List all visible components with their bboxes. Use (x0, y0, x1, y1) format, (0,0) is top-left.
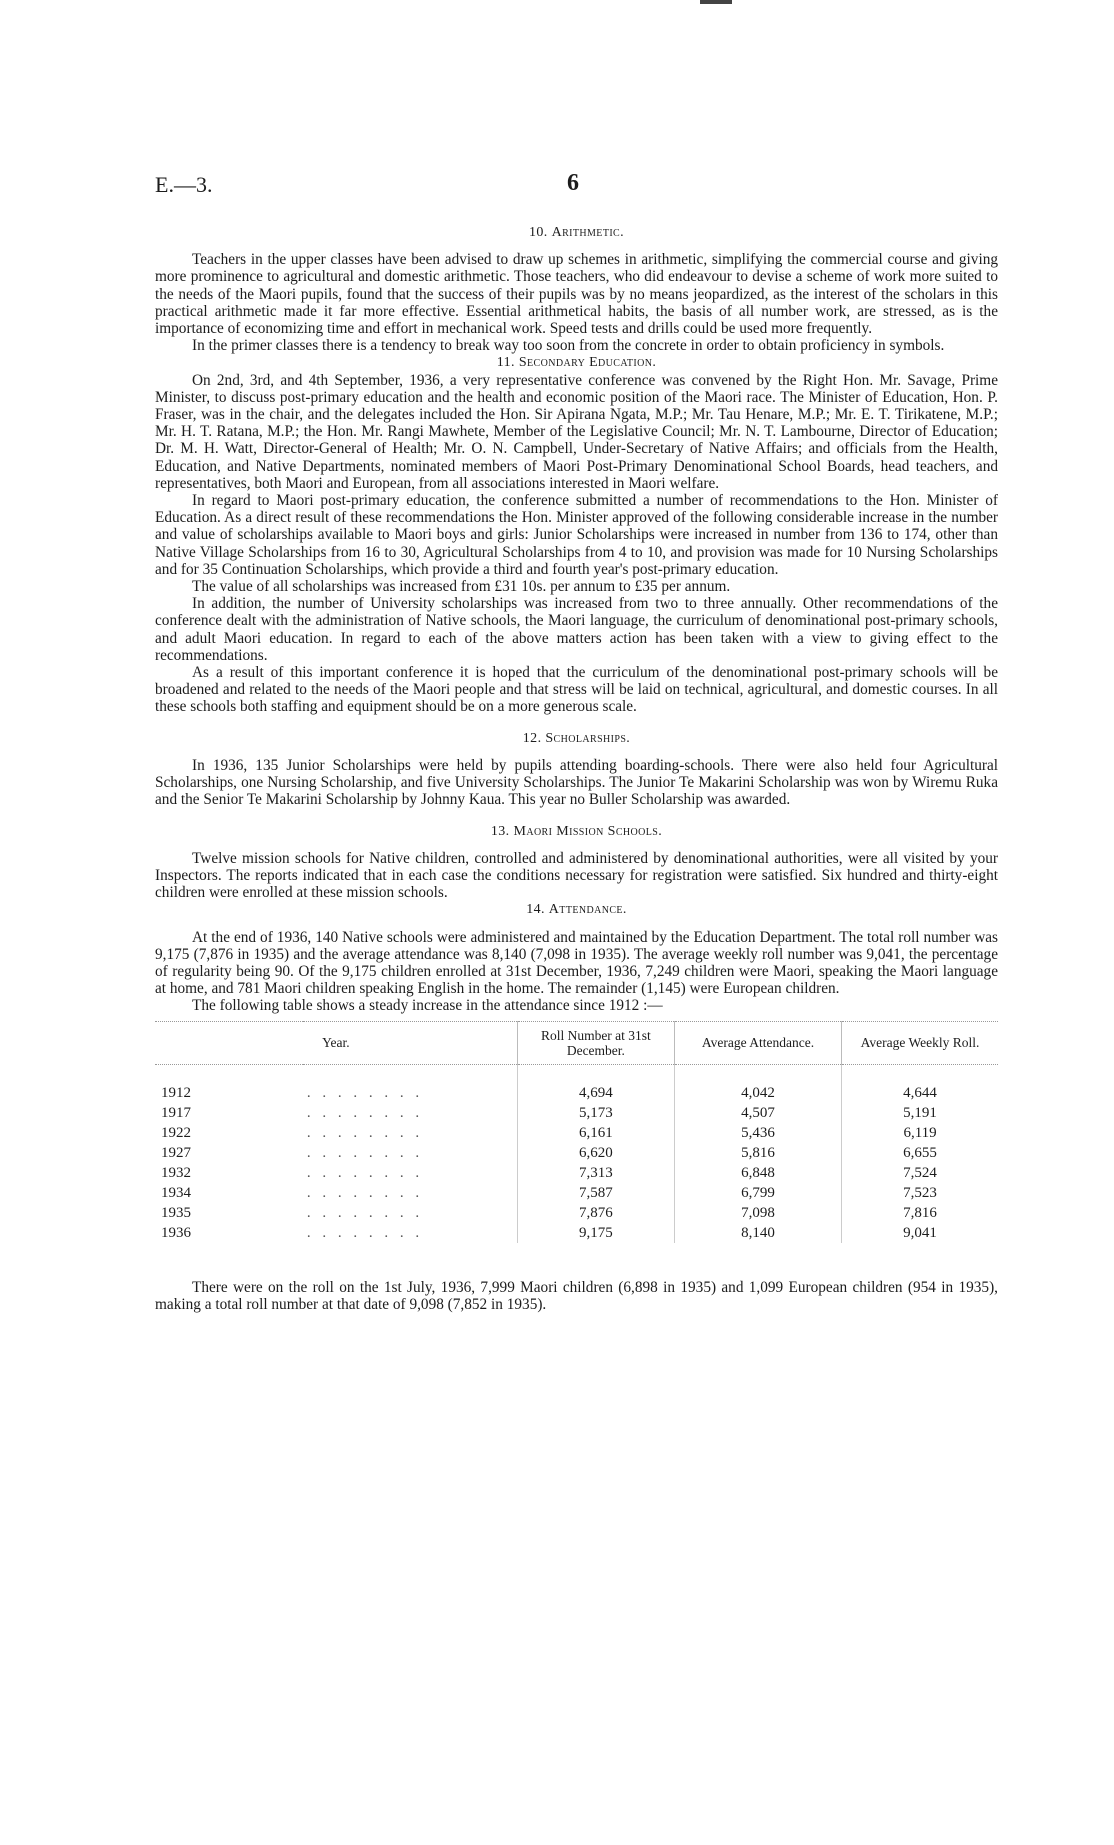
paragraph: On 2nd, 3rd, and 4th September, 1936, a very representative conference was convened by the Right Hon. Mr. Savage, Prime Minister, to discuss post-primary education and the health and economic position of the Maori race. The Minister of Education, Hon. P. Fraser, was in the chair, and the delegates included the Hon. Sir Apirana Ngata, M.P.; Mr. Tau Henare, M.P.; Mr. E. T. Tirikatene, M.P.; Mr. H. T. Ratana, M.P.; the Hon. Mr. Rangi Mawhete, Member of the Legislative Council; Mr. N. T. Lambourne, Director of Education; Dr. M. H. Watt, Director-General of Health; Mr. O. N. Campbell, Under-Secretary of Native Affairs; and officials from the Health, Education, and Native Departments, nominated members of Maori Post-Primary Denominational School Boards, head teachers, and representatives, both Maori and European, from all associations interested in Maori welfare. (155, 371, 998, 492)
cell-roll-number: 9,175 (517, 1223, 674, 1243)
cell-average-attendance: 4,042 (674, 1064, 841, 1103)
section-heading-maori-mission-schools: 13. Maori Mission Schools. (490, 823, 663, 839)
cell-roll-number: 5,173 (517, 1103, 674, 1123)
cell-year: 1917 (161, 1104, 191, 1121)
column-header-average-weekly-roll: Average Weekly Roll. (842, 1021, 998, 1064)
table-row (155, 1103, 998, 1123)
cell-year: 1932 (161, 1164, 191, 1181)
cell-average-weekly-roll: 9,041 (842, 1223, 998, 1243)
cell-year: 1927 (161, 1144, 191, 1161)
paragraph: In the primer classes there is a tendency to break way too soon from the concrete in order to obtain proficiency in symbols. (192, 337, 945, 355)
cell-roll-number: 4,694 (517, 1064, 674, 1103)
cell-year: 1935 (161, 1204, 191, 1221)
cell-year: 1934 (161, 1184, 191, 1201)
table-row (155, 1203, 998, 1223)
cell-average-attendance: 5,436 (674, 1123, 841, 1143)
paragraph: In regard to Maori post-primary education, the conference submitted a number of recommendations to the Hon. Minister of Education. As a direct result of these recommendations the Hon. Minister approved of the following considerable increase in the number and value of scholarships available to Maori boys and girls: Junior Scholarships were increased in number from 136 to 174, other than Native Village Scholarships from 16 to 30, Agricultural Scholarships from 4 to 10, and provision was made for 10 Nursing Scholarships and for 35 Continuation Scholarships, which provide a third and fourth year's post-primary education. (155, 492, 998, 578)
table-row (155, 1163, 998, 1183)
column-header-roll-number: Roll Number at 31st December. (517, 1021, 674, 1064)
table-row (155, 1143, 998, 1163)
cell-average-weekly-roll: 7,816 (842, 1203, 998, 1223)
cell-average-weekly-roll: 7,524 (842, 1163, 998, 1183)
cell-average-attendance: 6,848 (674, 1163, 841, 1183)
table-row (155, 1123, 998, 1143)
paragraph: Teachers in the upper classes have been advised to draw up schemes in arithmetic, simplifying the commercial course and giving more prominence to agricultural and domestic arithmetic. Those teachers, who did endeavour to devise a scheme of work more suited to the needs of the Maori pupils, found that the success of their pupils was by no means jeopardized, as the interest of the scholars in this practical arithmetic made it far more effective. Essential arithmetical habits, the basis of all number work, are stressed, as is the importance of economizing time and effort in mechanical work. Speed tests and drills could be used more frequently. (155, 251, 998, 338)
dot-leader: . . . . . . . . (306, 1164, 424, 1181)
cell-average-attendance: 7,098 (674, 1203, 841, 1223)
table-row (155, 1064, 998, 1103)
cell-year: 1922 (161, 1124, 191, 1141)
dot-leader: . . . . . . . . (306, 1104, 424, 1121)
cell-roll-number: 6,161 (517, 1123, 674, 1143)
paragraph: The following table shows a steady increase in the attendance since 1912 :— (192, 997, 663, 1015)
paragraph: At the end of 1936, 140 Native schools were administered and maintained by the Education Department. The total roll number was 9,175 (7,876 in 1935) and the average attendance was 8,140 (7,098 in 1935). The average weekly roll number was 9,041, the percentage of regularity being 90. Of the 9,175 children enrolled at 31st December, 1936, 7,249 children were Maori, speaking the Maori language at home, and 781 Maori children speaking English in the home. The remainder (1,145) were European children. (155, 928, 998, 998)
cell-roll-number: 7,587 (517, 1183, 674, 1203)
cell-year: 1912 (161, 1084, 191, 1101)
cell-average-weekly-roll: 6,655 (842, 1143, 998, 1163)
attendance-table (155, 1021, 998, 1243)
cell-roll-number: 7,313 (517, 1163, 674, 1183)
column-header-average-attendance: Average Attendance. (674, 1021, 841, 1064)
dot-leader: . . . . . . . . (306, 1124, 424, 1141)
report-reference: E.—3. (155, 172, 213, 197)
cell-roll-number: 7,876 (517, 1203, 674, 1223)
dot-leader: . . . . . . . . (306, 1084, 424, 1101)
paragraph: The value of all scholarships was increased from £31 10s. per annum to £35 per annum. (192, 578, 731, 596)
table-row (155, 1223, 998, 1243)
cell-average-attendance: 5,816 (674, 1143, 841, 1163)
cell-roll-number: 6,620 (517, 1143, 674, 1163)
paragraph: Twelve mission schools for Native children, controlled and administered by denominational authorities, were all visited by your Inspectors. The reports indicated that in each case the conditions necessary for registration were satisfied. Six hundred and thirty-eight children were enrolled at these mission schools. (155, 849, 998, 902)
section-heading-arithmetic: 10. Arithmetic. (528, 225, 625, 240)
cell-average-attendance: 8,140 (674, 1223, 841, 1243)
scan-mark (700, 0, 732, 4)
dot-leader: . . . . . . . . (306, 1224, 424, 1241)
section-heading-attendance: 14. Attendance. (526, 902, 627, 918)
cell-average-attendance: 4,507 (674, 1103, 841, 1123)
roll-summary-paragraph: There were on the roll on the 1st July, 1936, 7,999 Maori children (6,898 in 1935) and 1,099 European children (954 in 1935), making a total roll number at that date of 9,098 (7,852 in 1935). (155, 1278, 998, 1313)
cell-average-weekly-roll: 4,644 (842, 1064, 998, 1103)
cell-average-weekly-roll: 6,119 (842, 1123, 998, 1143)
document-body (155, 224, 998, 1313)
paragraph: As a result of this important conference it is hoped that the curriculum of the denominational post-primary schools will be broadened and related to the needs of the Maori people and that stress will be laid on technical, agricultural, and domestic courses. In all these schools both staffing and equipment should be on a more generous scale. (155, 664, 998, 716)
paragraph: In addition, the number of University scholarships was increased from two to three annually. Other recommendations of the conference dealt with the administration of Native schools, the Maori language, the curriculum of denominational post-primary schools, and adult Maori education. In regard to each of the above matters action has been taken with a view to giving effect to the recommendations. (155, 595, 998, 664)
cell-year: 1936 (161, 1224, 191, 1241)
cell-average-weekly-roll: 7,523 (842, 1183, 998, 1203)
table-header-row (155, 1021, 998, 1064)
table-row (155, 1183, 998, 1203)
page-header (155, 172, 998, 200)
section-heading-scholarships: 12. Scholarships. (522, 730, 631, 746)
section-heading-secondary-education: 11. Secondary Education. (496, 355, 657, 371)
page-number: 6 (567, 170, 579, 196)
column-header-year: Year. (155, 1021, 517, 1064)
cell-average-attendance: 6,799 (674, 1183, 841, 1203)
dot-leader: . . . . . . . . (306, 1144, 424, 1161)
paragraph: In 1936, 135 Junior Scholarships were held by pupils attending boarding-schools. There were also held four Agricultural Scholarships, one Nursing Scholarship, and five University Scholarships. The Junior Te Makarini Scholarship was won by Wiremu Ruka and the Senior Te Makarini Scholarship by Johnny Kaua. This year no Buller Scholarship was awarded. (155, 756, 998, 809)
dot-leader: . . . . . . . . (306, 1184, 424, 1201)
dot-leader: . . . . . . . . (306, 1204, 424, 1221)
cell-average-weekly-roll: 5,191 (842, 1103, 998, 1123)
